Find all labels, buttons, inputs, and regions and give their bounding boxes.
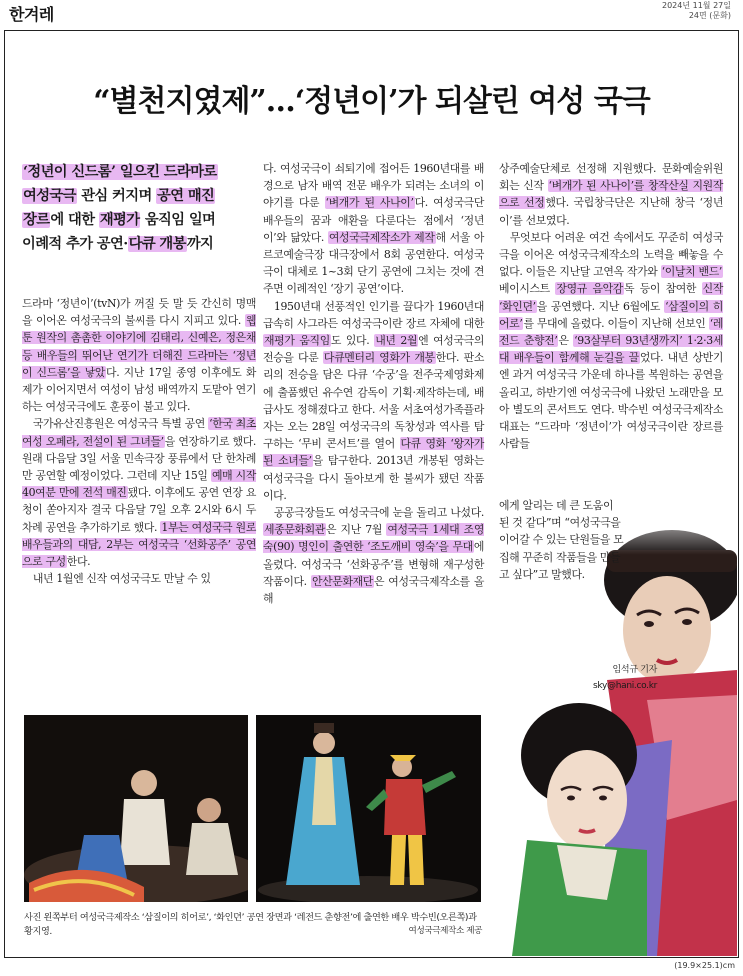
- body-column-1: [22, 295, 256, 587]
- paragraph: 에게 알리는 데 큰 도움이 된 것 같다”며 “여성국극을 이어갈 수 있는 단원들을 모집해 꾸준히 작품들을 만들고 싶다”고 말했다.: [499, 499, 624, 581]
- highlight: 다큐 개봉: [128, 236, 186, 252]
- paragraph: 1950년대 선풍적인 인기를 끌다가 1960년대 급속히 사그라든 여성국극이란 장르 자체에 대한 재평가 움직임도 있다. 내년 2월엔 여성국극의 전승을 다룬 다큐멘터리 영화가 개봉한다. 판소리의 전승을 담은 다큐 ‘수궁’을 전주국제영화제에 출품했던 유수연 감독이 기획·제작하는데, 배급사도 정해졌다고 한다. 서울 서초여성가족플라자는 오는 28일 여성국극의 독창성과 역사를 탐구하는 ‘무비 콘서트’를 열어 다큐 영화 ‘왕자가 된 소녀들’을 탐구한다. 2013년 개봉된 영화는 여성국극을 다시 돌아보게 한 불씨가 됐던 작품이다.: [263, 299, 485, 502]
- article-size: (19.9×25.1)cm: [674, 961, 735, 970]
- highlight: 1부는 여성국극 원로 배우들과의 대담, 2부는 여성국극 ‘선화공주’ 공연으로 구성: [22, 520, 256, 569]
- subhead-text: 에 대한: [50, 212, 99, 228]
- caption-text: 사진 왼쪽부터 여성국극제작소 ‘삼질이의 히어로’, ‘화인뎐’ 공연 장면과 ‘레전드 춘향전’에 출연한 배우 박수빈(오른쪽)과 황지영.: [24, 912, 477, 937]
- highlight: 여성국극제작소가 제작: [328, 230, 435, 244]
- highlight: 재평가: [99, 212, 140, 228]
- highlight: 다큐멘터리 영화가 개봉: [323, 351, 435, 365]
- paragraph: 상주예술단체로 선정해 지원했다. 문화예술위원회는 신작 ‘벼개가 된 사나이’를 창작산실 지원작으로 선정했다. 국립창극단은 지난해 창극 ‘정년이’를 선보였다.: [499, 162, 723, 227]
- highlight: 여성국극: [23, 188, 76, 204]
- body-column-2: [263, 160, 484, 607]
- reporter-name: 임석규 기자: [612, 665, 658, 675]
- subhead-text: 움직임 일며: [140, 212, 216, 228]
- subhead-text: 관심 커지며: [76, 188, 157, 204]
- issue-date: 2024년 11월 27일: [662, 1, 731, 10]
- subhead-text: 까지: [186, 236, 214, 252]
- newspaper-logo: 한겨레: [9, 5, 54, 24]
- body-column-3: [499, 160, 723, 452]
- subheadline: [22, 160, 256, 256]
- photo-hwainjeon: [256, 715, 481, 902]
- issue-meta: [662, 1, 731, 21]
- highlight: ‘93살부터 93년생까지’ 1·2·3세대 배우들이 함께해 눈길을 끌: [499, 334, 723, 365]
- highlight: 신작 ‘화인뎐’: [499, 282, 723, 313]
- byline: [593, 662, 657, 694]
- highlight: ‘이날치 밴드’: [661, 265, 722, 279]
- highlight: ‘한국 최초 여성 오페라, 전설이 된 그녀들’: [22, 417, 256, 448]
- highlight: ‘삼질이의 히어로’: [499, 299, 724, 330]
- paragraph: 내년 1월엔 신작 여성국극도 만날 수 있: [32, 572, 211, 586]
- closing-paragraph: [499, 497, 624, 583]
- highlight: 공연 매진: [157, 188, 215, 204]
- highlight: 내년 2월: [375, 334, 418, 348]
- highlight: 다큐 영화 ‘왕자가 된 소녀들’: [263, 437, 485, 468]
- highlight: 장영규 음악감: [556, 282, 623, 296]
- photo-caption: [24, 911, 482, 938]
- paragraph: 국가유산진흥원은 여성국극 특별 공연 ‘한국 최초 여성 오페라, 전설이 된 그녀들’을 연장하기로 했다. 원래 다음달 3일 서울 민속극장 풍류에서 단 한차례만 공연할 예정이었다. 그런데 지난 15일 예매 시작 40여분 만에 전석 매진됐다. 이후에도 공연 연장 요청이 쏟아지자 결국 다음달 7일 오후 2시와 6시 두차례 공연을 추가하기로 했다. 1부는 여성국극 원로 배우들과의 대담, 2부는 여성국극 ‘선화공주’ 공연으로 구성한다.: [22, 417, 257, 569]
- photo-samjil-hero: [24, 715, 248, 902]
- highlight: 재평가 움직임: [264, 334, 330, 348]
- highlight: 예매 시작 40여분 만에 전석 매진: [22, 469, 257, 500]
- stage-scene-2: [256, 715, 481, 902]
- highlight: 여성국극 1세대 조영숙(90) 명인이 출연한 ‘조도깨비 영숙’을 무대: [263, 523, 484, 554]
- highlight: ‘레전드 춘향전’: [499, 316, 723, 348]
- paragraph: 다. 여성국극이 쇠퇴기에 접어든 1960년대를 배경으로 남자 배역 전문 배우가 되려는 소녀의 이야기를 다룬 ‘벼개가 된 사나이’다. 여성국극단 배우들의 꿈과 애환을 다룬다는 점에서 ‘정년이’와 닮았다. 여성국극제작소가 제작해 서울 아르코예술극장 대극장에서 8회 공연한다. 여성국극이 대체로 1~3회 단기 공연에 그치는 것에 견주면 이례적인 ‘장기 공연’이다.: [263, 162, 485, 296]
- highlight: 세종문화회관: [264, 523, 326, 537]
- photo-credit: 여성국극제작소 제공: [408, 925, 482, 936]
- highlight: ‘벼개가 된 사나이’: [325, 196, 414, 210]
- highlight: 웹툰 원작의 촘촘한 이야기에 김태리, 신예은, 정은채 등 배우들의 뛰어난 연기가 더해진 드라마는 ‘정년이 신드롬’을 낳았: [22, 314, 256, 379]
- paragraph: 공공극장들도 여성국극에 눈을 돌리고 나섰다. 세종문화회관은 지난 7월 여성국극 1세대 조영숙(90) 명인이 출연한 ‘조도깨비 영숙’을 무대에 올렸다. 여성국극 ‘선화공주’를 변형해 재구성한 작품이다. 안산문화재단은 여성국극제작소를 올해: [263, 506, 484, 606]
- highlight: 안산문화재단: [311, 574, 373, 588]
- highlight: 장르: [23, 212, 50, 228]
- highlight: ‘벼개가 된 사나이’를 창작산실 지원작으로 선정: [499, 179, 723, 210]
- page-header: [0, 0, 743, 24]
- headline: “별천지였제”…‘정년이’가 되살린 여성 국극: [93, 84, 650, 119]
- stage-scene-1: [24, 715, 248, 902]
- subhead-text: 이례적 추가 공연·: [22, 236, 128, 252]
- paragraph: 무엇보다 어려운 여건 속에서도 꾸준히 여성국극을 이어온 여성국극제작소의 노력을 빼놓을 수 없다. 이들은 지난달 고연옥 작가와 ‘이날치 밴드’ 베이시스트 장영규 음악감독 등이 참여한 신작 ‘화인뎐’을 공연했다. 지난 6월에도 ‘삼질이의 히어로’를 무대에 올렸다. 이들이 지난해 선보인 ‘레전드 춘향전’은 ‘93살부터 93년생까지’ 1·2·3세대 배우들이 함께해 눈길을 끌었다. 내년 상반기엔 과거 여성국극 가운데 하나를 복원하는 공연을 올리고, 하반기엔 여성국극에 나왔던 노래만을 모아 별도의 콘서트도 연다. 박수빈 여성국극제작소 대표는 “드라마 ‘정년이’가 여성국극이란 장르를 사람들: [499, 230, 724, 451]
- highlight: ‘정년이 신드롬’ 일으킨 드라마로: [23, 164, 217, 180]
- reporter-email: sky@hani.co.kr: [593, 681, 658, 691]
- paragraph: 드라마 ‘정년이’(tvN)가 꺼질 듯 말 듯 간신히 명맥을 이어온 여성국극의 불씨를 다시 지피고 있다. 웹툰 원작의 촘촘한 이야기에 김태리, 신예은, 정은채 등 배우들의 뛰어난 연기가 더해진 드라마는 ‘정년이 신드롬’을 낳았다. 지난 17일 종영 이후에도 화제가 이어지면서 여성이 남성 배역까지 도맡아 연기하는 여성국극에도 훈풍이 불고 있다.: [22, 297, 256, 414]
- issue-page: 24면 (문화): [688, 11, 731, 20]
